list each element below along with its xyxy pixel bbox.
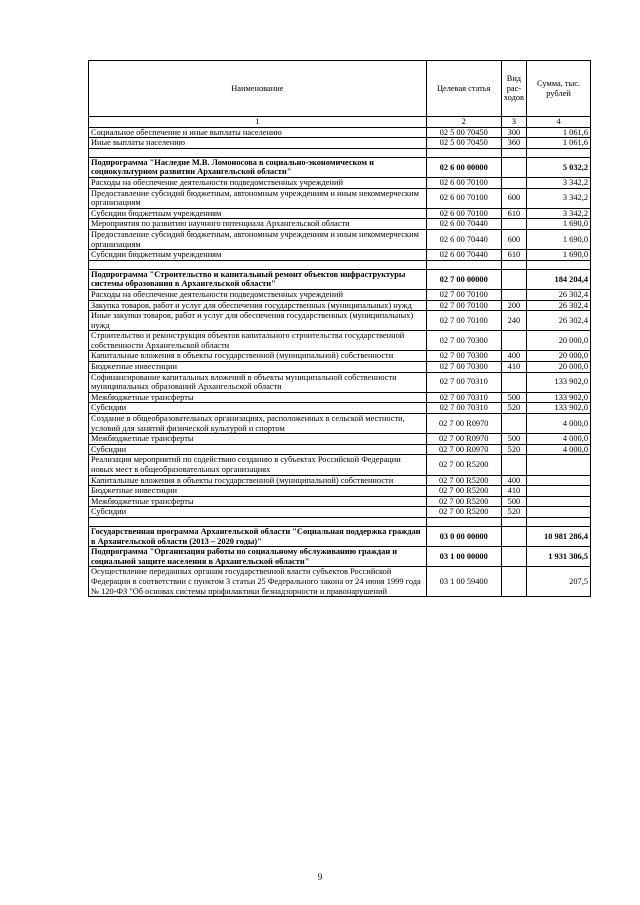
header-sum: Сумма, тыс. рублей xyxy=(527,61,591,117)
cell-target-article: 02 5 00 70450 xyxy=(426,127,501,138)
cell-name: Государственная программа Архангельской области "Социальная поддержка граждан в Архангельской области (2013 – 2020 годы)" xyxy=(89,526,427,546)
cell-target-article: 02 7 00 70310 xyxy=(426,403,501,414)
cell-expense-type: 520 xyxy=(501,507,526,518)
table-row xyxy=(89,250,591,261)
cell-amount: 184 204,4 xyxy=(527,269,591,289)
cell-amount: 1 061,6 xyxy=(527,138,591,149)
spacer-row xyxy=(89,260,591,269)
program-row xyxy=(89,157,591,177)
cell-amount: 1 690,0 xyxy=(527,219,591,230)
cell-expense-type: 520 xyxy=(501,444,526,455)
cell-name: Субсидии бюджетным учреждениям xyxy=(89,208,427,219)
cell-target-article: 02 7 00 R5200 xyxy=(426,486,501,497)
cell-target-article: 02 6 00 70100 xyxy=(426,188,501,208)
program-row xyxy=(89,526,591,546)
cell-target-article: 02 6 00 70440 xyxy=(426,229,501,249)
cell-name: Капитальные вложения в объекты государственной (муниципальной) собственности xyxy=(89,351,427,362)
cell-amount: 207,5 xyxy=(527,567,591,597)
header-code: Целевая статья xyxy=(426,61,501,117)
cell-target-article: 03 0 00 00000 xyxy=(426,526,501,546)
spacer-row xyxy=(89,517,591,526)
cell-expense-type xyxy=(501,177,526,188)
cell-name: Предоставление субсидий бюджетным, автономным учреждениям и иным некоммерческим организациям xyxy=(89,188,427,208)
cell-name: Межбюджетные трансферты xyxy=(89,496,427,507)
cell-target-article: 02 6 00 00000 xyxy=(426,157,501,177)
table-row xyxy=(89,392,591,403)
cell-expense-type xyxy=(501,289,526,300)
cell-name: Бюджетные инвестиции xyxy=(89,362,427,373)
table-row xyxy=(89,351,591,362)
cell-name: Закупка товаров, работ и услуг для обеспечения государственных (муниципальных) нужд xyxy=(89,300,427,311)
table-row xyxy=(89,414,591,434)
cell-name: Софинансирование капитальных вложений в объекты муниципальной собственности муниципальных образований Архангельской области xyxy=(89,372,427,392)
table-row xyxy=(89,138,591,149)
cell-name: Подпрограмма "Наследие М.В. Ломоносова в социально-экономическом и социокультурном развитии Архангельской области" xyxy=(89,157,427,177)
cell-amount: 133 902,0 xyxy=(527,392,591,403)
table-row xyxy=(89,362,591,373)
cell-expense-type: 600 xyxy=(501,229,526,249)
table-row xyxy=(89,507,591,518)
cell-amount: 26 302,4 xyxy=(527,300,591,311)
cell-target-article: 02 7 00 70100 xyxy=(426,289,501,300)
empty-cell xyxy=(501,148,526,157)
table-row xyxy=(89,403,591,414)
cell-amount: 133 902,0 xyxy=(527,403,591,414)
empty-cell xyxy=(501,260,526,269)
program-row xyxy=(89,269,591,289)
cell-name: Создание в общеобразовательных организациях, расположенных в сельской местности, условий для занятий физической культурой и спортом xyxy=(89,414,427,434)
cell-target-article: 02 7 00 70300 xyxy=(426,362,501,373)
cell-target-article: 02 7 00 R5200 xyxy=(426,455,501,475)
cell-amount: 4 000,0 xyxy=(527,414,591,434)
cell-expense-type xyxy=(501,526,526,546)
cell-amount: 10 981 286,4 xyxy=(527,526,591,546)
cell-target-article: 02 7 00 70100 xyxy=(426,300,501,311)
empty-cell xyxy=(527,517,591,526)
cell-amount: 4 000,0 xyxy=(527,444,591,455)
cell-amount: 3 342,2 xyxy=(527,188,591,208)
cell-target-article: 02 7 00 00000 xyxy=(426,269,501,289)
table-row xyxy=(89,434,591,445)
cell-expense-type xyxy=(501,219,526,230)
cell-name: Субсидии xyxy=(89,507,427,518)
cell-amount: 20 000,0 xyxy=(527,362,591,373)
cell-target-article: 02 6 00 70440 xyxy=(426,250,501,261)
cell-name: Субсидии xyxy=(89,403,427,414)
cell-target-article: 03 1 00 00000 xyxy=(426,547,501,567)
cell-amount: 20 000,0 xyxy=(527,331,591,351)
program-row xyxy=(89,547,591,567)
table-row xyxy=(89,188,591,208)
cell-name: Расходы на обеспечение деятельности подведомственных учреждений xyxy=(89,289,427,300)
cell-amount: 1 931 306,5 xyxy=(527,547,591,567)
cell-expense-type: 500 xyxy=(501,496,526,507)
column-number-row xyxy=(89,117,591,128)
cell-amount xyxy=(527,455,591,475)
table-row xyxy=(89,311,591,331)
empty-cell xyxy=(501,517,526,526)
cell-expense-type xyxy=(501,414,526,434)
table-row xyxy=(89,567,591,597)
cell-name: Межбюджетные трансферты xyxy=(89,392,427,403)
cell-expense-type: 500 xyxy=(501,434,526,445)
cell-amount: 4 000,0 xyxy=(527,434,591,445)
header-vid: Вид рас-ходов xyxy=(501,61,526,117)
cell-expense-type: 410 xyxy=(501,362,526,373)
cell-name: Бюджетные инвестиции xyxy=(89,486,427,497)
column-number: 1 xyxy=(89,117,427,128)
cell-expense-type: 300 xyxy=(501,127,526,138)
cell-expense-type: 200 xyxy=(501,300,526,311)
table-row xyxy=(89,455,591,475)
table-row xyxy=(89,127,591,138)
cell-target-article: 02 6 00 70100 xyxy=(426,208,501,219)
cell-expense-type: 360 xyxy=(501,138,526,149)
cell-target-article: 02 7 00 70300 xyxy=(426,351,501,362)
cell-expense-type: 500 xyxy=(501,392,526,403)
cell-expense-type: 400 xyxy=(501,475,526,486)
cell-target-article: 02 6 00 70440 xyxy=(426,219,501,230)
table-row xyxy=(89,444,591,455)
cell-amount: 1 690,0 xyxy=(527,229,591,249)
cell-name: Межбюджетные трансферты xyxy=(89,434,427,445)
cell-amount: 26 302,4 xyxy=(527,289,591,300)
cell-expense-type: 240 xyxy=(501,311,526,331)
table-row xyxy=(89,300,591,311)
table-row xyxy=(89,496,591,507)
cell-name: Иные выплаты населению xyxy=(89,138,427,149)
cell-name: Субсидии бюджетным учреждениям xyxy=(89,250,427,261)
empty-cell xyxy=(89,260,427,269)
cell-expense-type xyxy=(501,372,526,392)
empty-cell xyxy=(426,148,501,157)
empty-cell xyxy=(527,148,591,157)
cell-target-article: 02 7 00 70300 xyxy=(426,331,501,351)
cell-name: Строительство и реконструкция объектов капитального строительства государственной собственности Архангельской области xyxy=(89,331,427,351)
cell-name: Расходы на обеспечение деятельности подведомственных учреждений xyxy=(89,177,427,188)
table-row xyxy=(89,289,591,300)
empty-cell xyxy=(89,148,427,157)
empty-cell xyxy=(527,260,591,269)
cell-expense-type: 610 xyxy=(501,250,526,261)
empty-cell xyxy=(426,517,501,526)
cell-name: Осуществление переданных органам государственной власти субъектов Российской Федерации в соответствии с пунктом 3 статьи 25 Федерального закона от 24 июня 1999 года № 120-ФЗ "Об основах системы профилактики безнадзорности и правонарушений xyxy=(89,567,427,597)
cell-amount: 26 302,4 xyxy=(527,311,591,331)
cell-amount xyxy=(527,496,591,507)
spacer-row xyxy=(89,148,591,157)
table-row xyxy=(89,486,591,497)
table-row xyxy=(89,475,591,486)
cell-target-article: 02 7 00 70100 xyxy=(426,311,501,331)
table-body xyxy=(89,127,591,597)
cell-target-article: 02 7 00 R5200 xyxy=(426,475,501,486)
cell-target-article: 02 7 00 70310 xyxy=(426,392,501,403)
cell-name: Мероприятия по развитию научного потенциала Архангельской области xyxy=(89,219,427,230)
cell-target-article: 02 7 00 R5200 xyxy=(426,496,501,507)
cell-amount: 3 342,2 xyxy=(527,177,591,188)
cell-target-article: 03 1 00 59400 xyxy=(426,567,501,597)
cell-expense-type: 520 xyxy=(501,403,526,414)
table-row xyxy=(89,229,591,249)
cell-name: Социальное обеспечение и иные выплаты населению xyxy=(89,127,427,138)
cell-name: Реализация мероприятий по содействию созданию в субъектах Российской Федерации новых мест в общеобразовательных организациях xyxy=(89,455,427,475)
cell-expense-type: 610 xyxy=(501,208,526,219)
cell-expense-type: 410 xyxy=(501,486,526,497)
cell-target-article: 02 7 00 R5200 xyxy=(426,507,501,518)
table-row xyxy=(89,177,591,188)
table-row xyxy=(89,219,591,230)
cell-target-article: 02 7 00 70310 xyxy=(426,372,501,392)
cell-target-article: 02 7 00 R0970 xyxy=(426,444,501,455)
cell-expense-type xyxy=(501,455,526,475)
cell-expense-type xyxy=(501,567,526,597)
cell-expense-type: 600 xyxy=(501,188,526,208)
empty-cell xyxy=(89,517,427,526)
budget-table xyxy=(88,60,591,597)
cell-name: Иные закупки товаров, работ и услуг для обеспечения государственных (муниципальных) нужд xyxy=(89,311,427,331)
page-number: 9 xyxy=(317,872,323,882)
cell-amount: 5 032,2 xyxy=(527,157,591,177)
cell-amount: 3 342,2 xyxy=(527,208,591,219)
table-row xyxy=(89,208,591,219)
column-number: 3 xyxy=(501,117,526,128)
cell-expense-type xyxy=(501,331,526,351)
cell-amount xyxy=(527,475,591,486)
cell-name: Капитальные вложения в объекты государственной (муниципальной) собственности xyxy=(89,475,427,486)
cell-amount: 1 690,0 xyxy=(527,250,591,261)
cell-expense-type xyxy=(501,157,526,177)
cell-amount xyxy=(527,507,591,518)
empty-cell xyxy=(426,260,501,269)
header-row xyxy=(89,61,591,117)
cell-target-article: 02 5 00 70450 xyxy=(426,138,501,149)
cell-name: Подпрограмма "Организация работы по социальному обслуживанию граждан и социальной защите населения в Архангельской области" xyxy=(89,547,427,567)
cell-expense-type xyxy=(501,269,526,289)
cell-target-article: 02 6 00 70100 xyxy=(426,177,501,188)
column-number: 4 xyxy=(527,117,591,128)
cell-target-article: 02 7 00 R0970 xyxy=(426,434,501,445)
cell-name: Подпрограмма "Строительство и капитальный ремонт объектов инфраструктуры системы образования в Архангельской области" xyxy=(89,269,427,289)
cell-name: Субсидии xyxy=(89,444,427,455)
cell-expense-type xyxy=(501,547,526,567)
cell-name: Предоставление субсидий бюджетным, автономным учреждениям и иным некоммерческим организациям xyxy=(89,229,427,249)
cell-amount: 20 000,0 xyxy=(527,351,591,362)
cell-expense-type: 400 xyxy=(501,351,526,362)
cell-amount: 133 902,0 xyxy=(527,372,591,392)
header-name: Наименование xyxy=(89,61,427,117)
table-row xyxy=(89,372,591,392)
column-number: 2 xyxy=(426,117,501,128)
cell-amount xyxy=(527,486,591,497)
cell-target-article: 02 7 00 R0970 xyxy=(426,414,501,434)
cell-amount: 1 061,6 xyxy=(527,127,591,138)
table-row xyxy=(89,331,591,351)
